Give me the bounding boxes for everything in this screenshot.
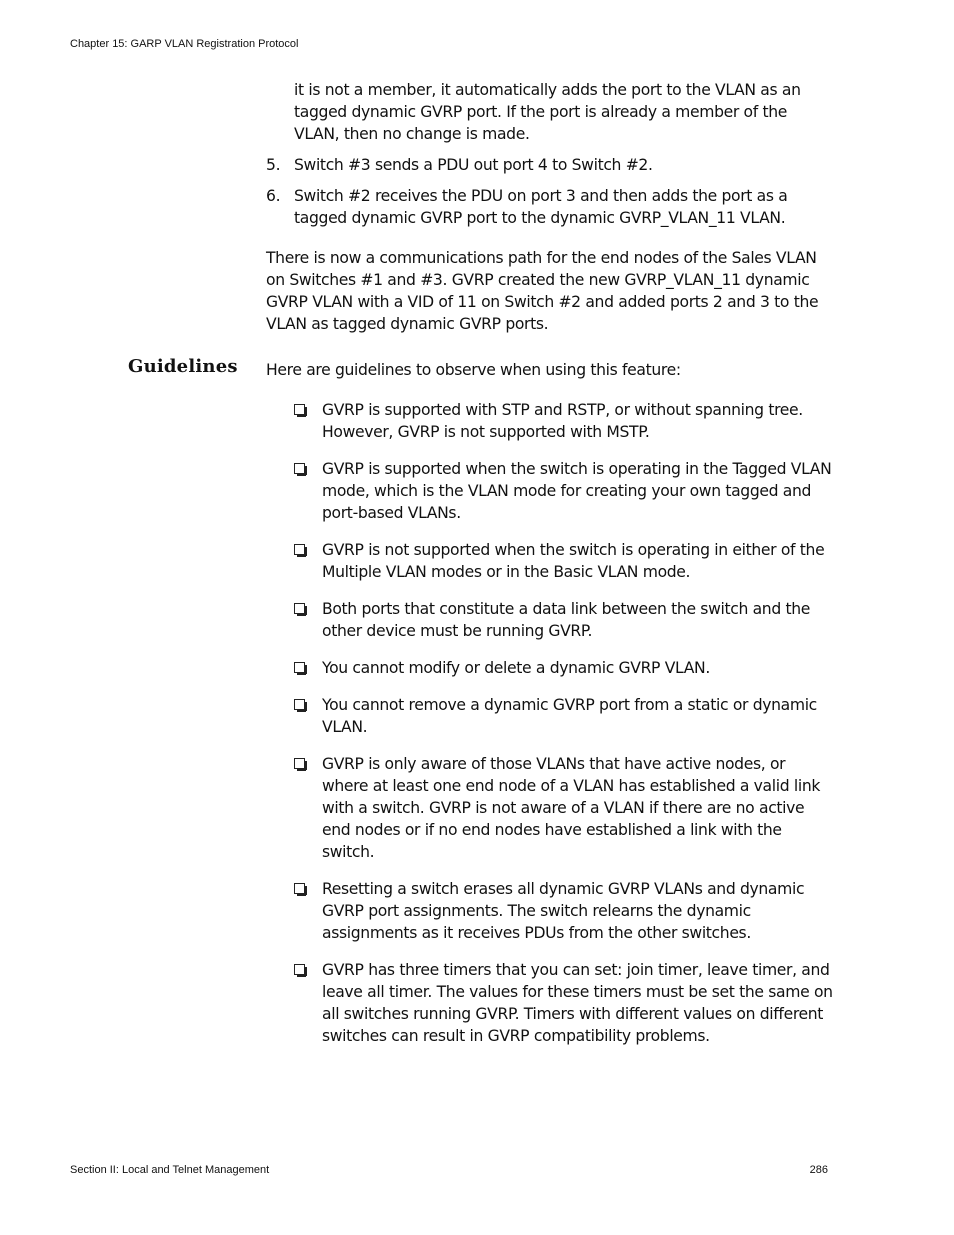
list-item [294, 753, 834, 863]
checkbox-bullet-icon [294, 603, 305, 614]
checkbox-bullet-icon [294, 544, 305, 555]
list-item-text: Resetting a switch erases all dynamic GVRP VLANs and dynamic GVRP port assignments. The switch relearns the dynamic assignments as it receives PDUs from the other switches. [322, 880, 805, 942]
list-item [294, 694, 834, 738]
list-item-text: GVRP is not supported when the switch is operating in either of the Multiple VLAN modes or in the Basic VLAN mode. [322, 541, 825, 581]
checkbox-bullet-icon [294, 662, 305, 673]
section-heading: Guidelines [128, 356, 238, 377]
step-number: 5. [266, 156, 281, 174]
running-header: Chapter 15: GARP VLAN Registration Protocol [70, 38, 299, 50]
list-item [294, 399, 834, 443]
list-item [294, 598, 834, 642]
step-text: Switch #2 receives the PDU on port 3 and then adds the port as a tagged dynamic GVRP port to the dynamic GVRP_VLAN_11 VLAN. [294, 187, 788, 227]
list-item-text: GVRP is supported with STP and RSTP, or without spanning tree. However, GVRP is not supported with MSTP. [322, 401, 803, 441]
checkbox-bullet-icon [294, 964, 305, 975]
checkbox-bullet-icon [294, 758, 305, 769]
list-item [294, 657, 834, 679]
guidelines-intro: Here are guidelines to observe when using this feature: [266, 361, 681, 379]
list-item-text: GVRP is only aware of those VLANs that have active nodes, or where at least one end node of a VLAN has established a valid link with a switch. GVRP is not aware of a VLAN if there are no active end nodes or if no end nodes have established a link with the switch. [322, 755, 821, 861]
list-item-text: You cannot modify or delete a dynamic GVRP VLAN. [322, 659, 710, 677]
step-number: 6. [266, 187, 281, 205]
checkbox-bullet-icon [294, 883, 305, 894]
footer-section: Section II: Local and Telnet Management [70, 1164, 270, 1176]
list-item [294, 539, 834, 583]
guidelines-list [294, 399, 834, 1062]
list-item [294, 458, 834, 524]
list-item-text: Both ports that constitute a data link between the switch and the other device must be running GVRP. [322, 600, 811, 640]
checkbox-bullet-icon [294, 463, 305, 474]
list-item-text: GVRP is supported when the switch is operating in the Tagged VLAN mode, which is the VLAN mode for creating your own tagged and port-based VLANs. [322, 460, 832, 522]
list-item [294, 878, 834, 944]
page-number: 286 [809, 1164, 828, 1176]
summary-paragraph: There is now a communications path for the end nodes of the Sales VLAN on Switches #1 and #3. GVRP created the new GVRP_VLAN_11 dynamic GVRP VLAN with a VID of 11 on Switch #2 and added ports 2 and 3 to the VLAN as tagged dynamic GVRP ports. [266, 249, 819, 333]
checkbox-bullet-icon [294, 699, 305, 710]
list-item [294, 959, 834, 1047]
checkbox-bullet-icon [294, 404, 305, 415]
continuation-paragraph: it is not a member, it automatically adds the port to the VLAN as an tagged dynamic GVRP port. If the port is already a member of the VLAN, then no change is made. [294, 81, 801, 143]
list-item-text: You cannot remove a dynamic GVRP port from a static or dynamic VLAN. [322, 696, 817, 736]
step-text: Switch #3 sends a PDU out port 4 to Switch #2. [294, 156, 653, 174]
list-item-text: GVRP has three timers that you can set: join timer, leave timer, and leave all timer. The values for these timers must be set the same on all switches running GVRP. Timers with different values on different switches can result in GVRP compatibility problems. [322, 961, 833, 1045]
